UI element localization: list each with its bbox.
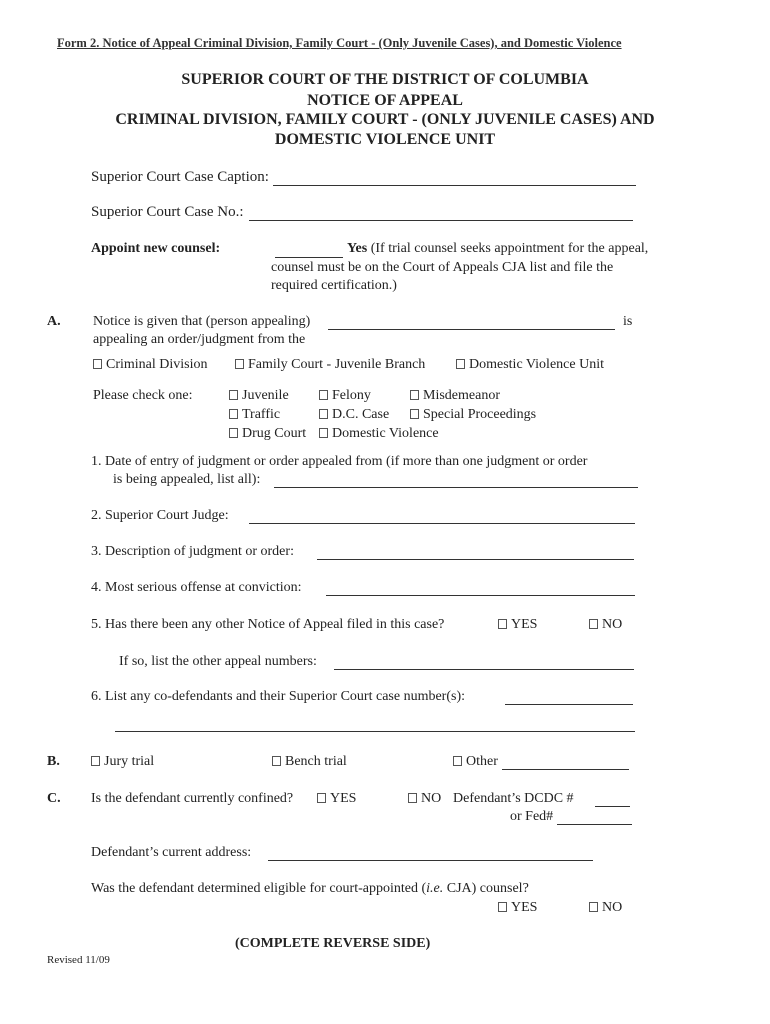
revised-date: Revised 11/09 — [47, 954, 110, 966]
checkbox-icon — [498, 619, 507, 629]
q5-yes-checkbox[interactable] — [498, 617, 537, 633]
bench-trial-label: Bench trial — [285, 754, 347, 769]
section-c-letter: C. — [47, 791, 61, 806]
eligible-yes-checkbox[interactable] — [498, 900, 537, 916]
form-header: Form 2. Notice of Appeal Criminal Division, Family Court - (Only Juvenile Cases), and Domestic Violence — [57, 36, 622, 50]
appoint-counsel-yes: Yes — [347, 241, 368, 256]
jury-trial-label: Jury trial — [104, 754, 155, 769]
checkbox-icon — [589, 619, 598, 629]
appoint-counsel-yes-field[interactable] — [275, 257, 343, 258]
q3-description-field[interactable] — [317, 559, 634, 560]
checkbox-icon — [235, 359, 244, 369]
checkbox-icon — [229, 409, 238, 419]
other-trial-label: Other — [466, 754, 498, 769]
eligible-question — [91, 881, 529, 897]
confined-yes-label: YES — [330, 791, 357, 806]
checkbox-icon — [498, 902, 507, 912]
confined-no-checkbox[interactable] — [408, 791, 441, 807]
bench-trial-checkbox[interactable] — [272, 754, 347, 770]
dcdc-number-field[interactable] — [595, 806, 630, 807]
option-domestic-violence-checkbox[interactable] — [319, 426, 439, 442]
address-label: Defendant’s current address: — [91, 845, 252, 860]
counsel-note-2: counsel must be on the Court of Appeals CJA list and file the — [271, 260, 614, 275]
checkbox-icon — [272, 756, 281, 766]
division-family-checkbox[interactable] — [235, 357, 425, 373]
q3-label: 3. Description of judgment or order: — [91, 544, 294, 559]
eligible-yes-label: YES — [511, 900, 538, 915]
q5b-label: If so, list the other appeal numbers: — [119, 654, 317, 669]
checkbox-icon — [453, 756, 462, 766]
option-domestic-violence-label: Domestic Violence — [332, 426, 439, 441]
q6-codefendants-extra-field[interactable] — [115, 731, 635, 732]
q1-text-line2: is being appealed, list all): — [113, 472, 261, 487]
option-drug-court-checkbox[interactable] — [229, 426, 306, 442]
option-misdemeanor-label: Misdemeanor — [423, 388, 500, 403]
checkbox-icon — [229, 428, 238, 438]
other-trial-checkbox[interactable] — [453, 754, 498, 770]
eligible-no-label: NO — [602, 900, 623, 915]
q2-judge-field[interactable] — [249, 523, 635, 524]
notice-is: is — [623, 314, 633, 329]
eligible-no-checkbox[interactable] — [589, 900, 622, 916]
fed-number-field[interactable] — [557, 824, 632, 825]
notice-appealing-text: appealing an order/judgment from the — [93, 332, 306, 347]
q6-label: 6. List any co-defendants and their Superior Court case number(s): — [91, 689, 466, 704]
checkbox-icon — [229, 390, 238, 400]
case-no-field[interactable] — [249, 220, 633, 221]
eligible-ie: i.e. — [426, 881, 444, 896]
checkbox-icon — [456, 359, 465, 369]
option-juvenile-checkbox[interactable] — [229, 388, 289, 404]
q5-no-label: NO — [602, 617, 623, 632]
option-special-proceedings-label: Special Proceedings — [423, 407, 537, 422]
section-a-letter: A. — [47, 314, 61, 329]
confined-no-label: NO — [421, 791, 442, 806]
division-criminal-label: Criminal Division — [106, 357, 208, 372]
checkbox-icon — [319, 409, 328, 419]
q5-no-checkbox[interactable] — [589, 617, 622, 633]
q1-date-field[interactable] — [274, 487, 638, 488]
court-title: SUPERIOR COURT OF THE DISTRICT OF COLUMBIA — [181, 71, 589, 88]
case-caption-field[interactable] — [273, 185, 636, 186]
eligible-text-pre: Was the defendant determined eligible for court-appointed ( — [91, 881, 427, 896]
fed-label: or Fed# — [510, 809, 554, 824]
checkbox-icon — [91, 756, 100, 766]
confined-yes-checkbox[interactable] — [317, 791, 356, 807]
q4-offense-field[interactable] — [326, 595, 635, 596]
jury-trial-checkbox[interactable] — [91, 754, 154, 770]
section-b-letter: B. — [47, 754, 60, 769]
division-dv-checkbox[interactable] — [456, 357, 604, 373]
option-traffic-checkbox[interactable] — [229, 407, 280, 423]
dcdc-label: Defendant’s DCDC # — [453, 791, 574, 806]
q5-label: 5. Has there been any other Notice of Appeal filed in this case? — [91, 617, 445, 632]
checkbox-icon — [93, 359, 102, 369]
checkbox-icon — [410, 390, 419, 400]
address-field[interactable] — [268, 860, 593, 861]
complete-reverse-side: (COMPLETE REVERSE SIDE) — [235, 936, 431, 951]
case-caption-label: Superior Court Case Caption: — [91, 169, 269, 185]
q5b-appeal-numbers-field[interactable] — [334, 669, 634, 670]
checkbox-icon — [317, 793, 326, 803]
option-traffic-label: Traffic — [242, 407, 281, 422]
option-special-proceedings-checkbox[interactable] — [410, 407, 536, 423]
option-dc-case-label: D.C. Case — [332, 407, 390, 422]
check-one-label: Please check one: — [93, 388, 193, 403]
option-felony-checkbox[interactable] — [319, 388, 371, 404]
q5-yes-label: YES — [511, 617, 538, 632]
option-juvenile-label: Juvenile — [242, 388, 289, 403]
case-no-label: Superior Court Case No.: — [91, 204, 244, 220]
division-criminal-checkbox[interactable] — [93, 357, 208, 373]
q4-label: 4. Most serious offense at conviction: — [91, 580, 302, 595]
checkbox-icon — [589, 902, 598, 912]
checkbox-icon — [319, 390, 328, 400]
counsel-note-1: (If trial counsel seeks appointment for the appeal, — [367, 241, 649, 256]
unit-title: DOMESTIC VIOLENCE UNIT — [274, 131, 496, 148]
other-trial-field[interactable] — [502, 769, 629, 770]
division-family-label: Family Court - Juvenile Branch — [248, 357, 426, 372]
appoint-counsel-label: Appoint new counsel: — [91, 241, 221, 256]
notice-person-label: Notice is given that (person appealing) — [93, 314, 311, 329]
checkbox-icon — [408, 793, 417, 803]
division-dv-label: Domestic Violence Unit — [469, 357, 604, 372]
notice-title: NOTICE OF APPEAL — [307, 92, 463, 109]
counsel-note-3: required certification.) — [271, 278, 397, 293]
q1-text-line1: 1. Date of entry of judgment or order appealed from (if more than one judgment or order — [91, 454, 588, 469]
q2-label: 2. Superior Court Judge: — [91, 508, 229, 523]
option-dc-case-checkbox[interactable] — [319, 407, 389, 423]
option-felony-label: Felony — [332, 388, 371, 403]
option-misdemeanor-checkbox[interactable] — [410, 388, 500, 404]
confined-label: Is the defendant currently confined? — [91, 791, 294, 806]
person-appealing-field[interactable] — [328, 329, 615, 330]
option-drug-court-label: Drug Court — [242, 426, 307, 441]
division-title: CRIMINAL DIVISION, FAMILY COURT - (ONLY JUVENILE CASES) AND — [115, 111, 655, 128]
eligible-text-post: CJA) counsel? — [443, 881, 529, 896]
q6-codefendants-field[interactable] — [505, 704, 633, 705]
checkbox-icon — [410, 409, 419, 419]
checkbox-icon — [319, 428, 328, 438]
